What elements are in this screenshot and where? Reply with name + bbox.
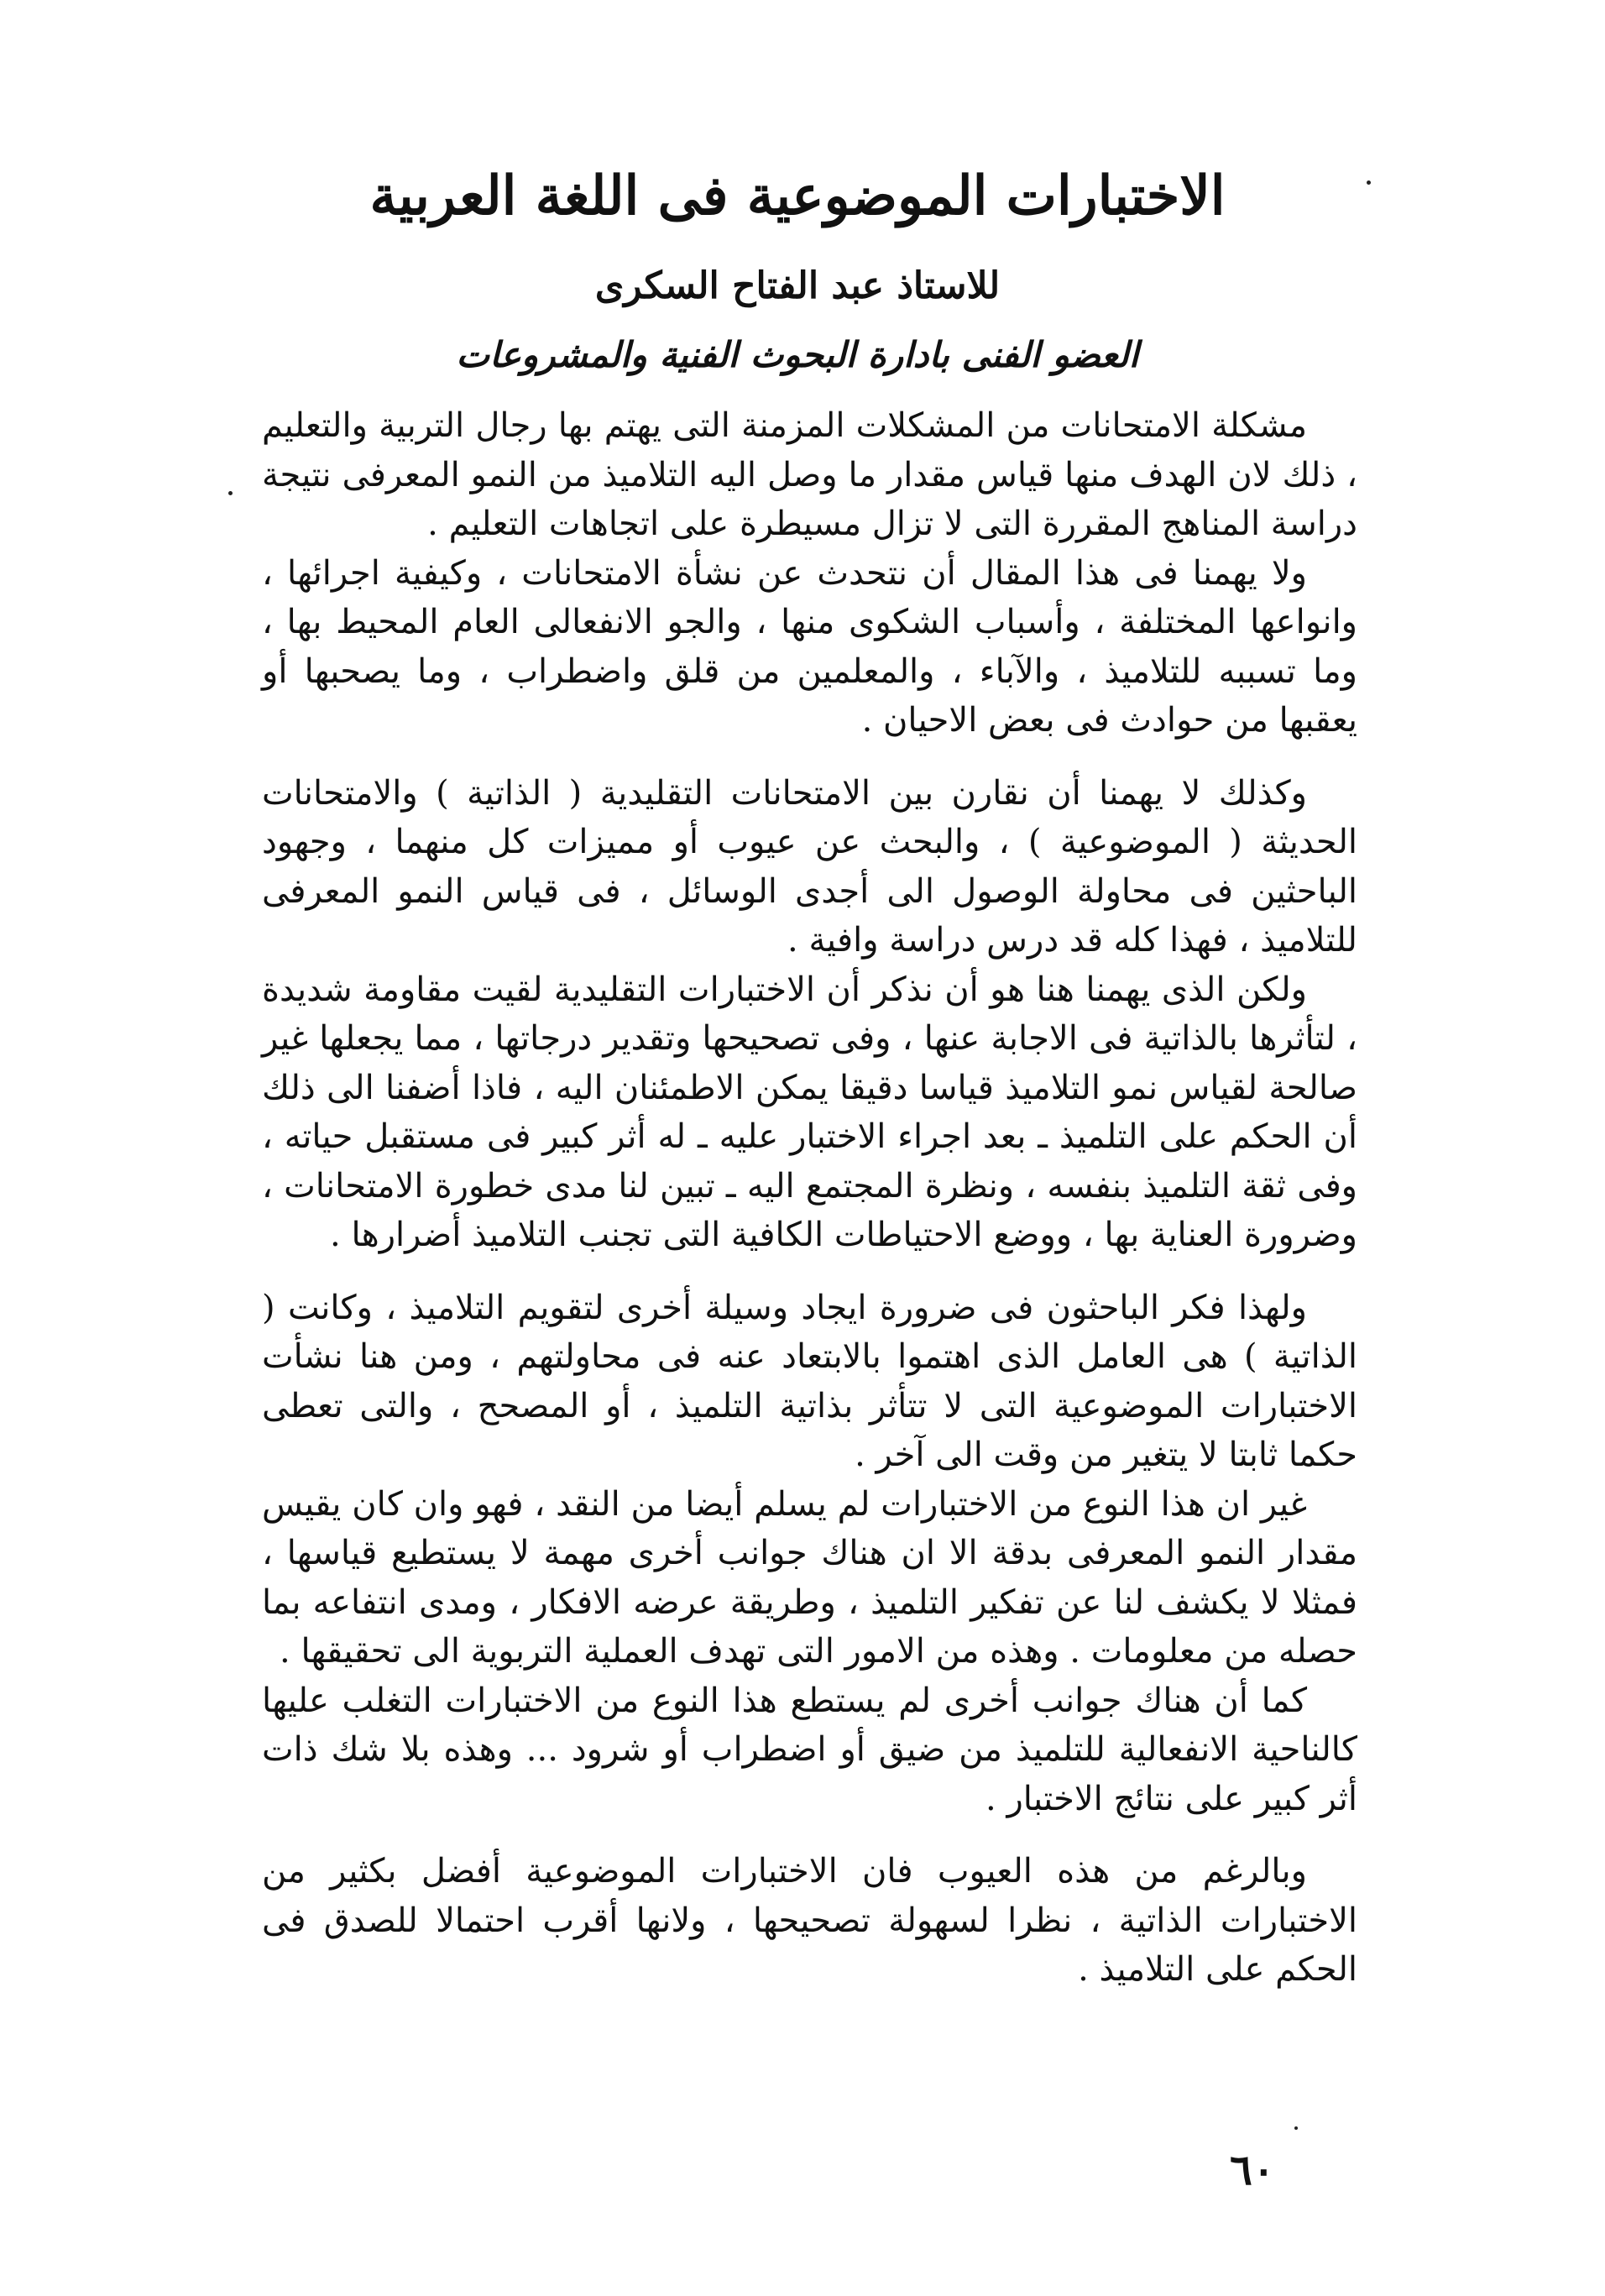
scan-speck — [1367, 180, 1371, 185]
article-author: للاستاذ عبد الفتاح السكرى — [594, 264, 1001, 307]
paragraph-8: وبالرغم من هذه العيوب فان الاختبارات الموضوعية أفضل بكثير من الاختبارات الذاتية ، نظرا لسهولة تصحيحها ، ولانها أقرب احتمالا للصدق فى الحكم على التلاميذ . — [262, 1852, 1357, 1989]
paragraph-1: مشكلة الامتحانات من المشكلات المزمنة التى يهتم بها رجال التربية والتعليم ، ذلك لان الهدف منها قياس مقدار ما وصل اليه التلاميذ من النمو المعرفى نتيجة دراسة المناهج المقررة التى لا تزال مسيطرة على اتجاهات التعليم . — [262, 406, 1357, 543]
paragraph-6: غير ان هذا النوع من الاختبارات لم يسلم أيضا من النقد ، فهو وان كان يقيس مقدار النمو المعرفى بدقة الا ان هناك جوانب أخرى مهمة لا يستطيع قياسها ، فمثلا لا يكشف لنا عن تفكير التلميذ ، وطريقة عرضه الافكار ، ومدى انتفاعه بما حصله من معلومات . وهذه من الامور التى تهدف العملية التربوية الى تحقيقها . — [262, 1484, 1357, 1671]
scan-speck — [228, 491, 233, 495]
author-affiliation: العضو الفنى بادارة البحوث الفنية والمشروعات — [456, 334, 1139, 375]
article-body — [262, 401, 1357, 1995]
paragraph-5: ولهذا فكر الباحثون فى ضرورة ايجاد وسيلة أخرى لتقويم التلاميذ ، وكانت ( الذاتية ) هى العامل الذى اهتموا بالابتعاد عنه فى محاولتهم ، ومن هنا نشأت الاختبارات الموضوعية التى لا تتأثر بذاتية التلميذ ، أو المصحح ، والتى تعطى حكما ثابتا لا يتغير من وقت الى آخر . — [262, 1288, 1357, 1474]
paragraph-7: كما أن هناك جوانب أخرى لم يستطع هذا النوع من الاختبارات التغلب عليها كالناحية الانفعالية للتلميذ من ضيق أو اضطراب أو شرود ... وهذه بلا شك ذات أثر كبير على نتائج الاختبار . — [262, 1681, 1357, 1818]
paragraph-4: ولكن الذى يهمنا هنا هو أن نذكر أن الاختبارات التقليدية لقيت مقاومة شديدة ، لتأثرها بالذاتية فى الاجابة عنها ، وفى تصحيحها وتقدير درجاتها ، مما يجعلها غير صالحة لقياس نمو التلاميذ قياسا دقيقا يمكن الاطمئنان اليه ، فاذا أضفنا الى ذلك أن الحكم على التلميذ ـ بعد اجراء الاختبار عليه ـ له أثر كبير فى مستقبل حياته ، وفى ثقة التلميذ بنفسه ، ونظرة المجتمع اليه ـ تبين لنا مدى خطورة الامتحانات ، وضرورة العناية بها ، ووضع الاحتياطات الكافية التى تجنب التلاميذ أضرارها . — [262, 970, 1358, 1254]
page-number: ٦٠ — [1230, 2145, 1275, 2194]
paragraph-3: وكذلك لا يهمنا أن نقارن بين الامتحانات التقليدية ( الذاتية ) والامتحانات الحديثة ( الموضوعية ) ، والبحث عن عيوب أو مميزات كل منهما ، وجهود الباحثين فى محاولة الوصول الى أجدى الوسائل ، فى قياس النمو المعرفى للتلاميذ ، فهذا كله قد درس دراسة وافية . — [262, 773, 1357, 960]
scan-speck — [1294, 2126, 1298, 2130]
article-title: الاختبارات الموضوعية فى اللغة العربية — [369, 165, 1226, 228]
paragraph-2: ولا يهمنا فى هذا المقال أن نتحدث عن نشأة الامتحانات ، وكيفية اجرائها ، وانواعها المختلفة ، وأسباب الشكوى منها ، والجو الانفعالى العام المحيط بها ، وما تسببه للتلاميذ ، والآباء ، والمعلمين من قلق واضطراب ، وما يصحبها أو يعقبها من حوادث فى بعض الاحيان . — [262, 553, 1357, 740]
